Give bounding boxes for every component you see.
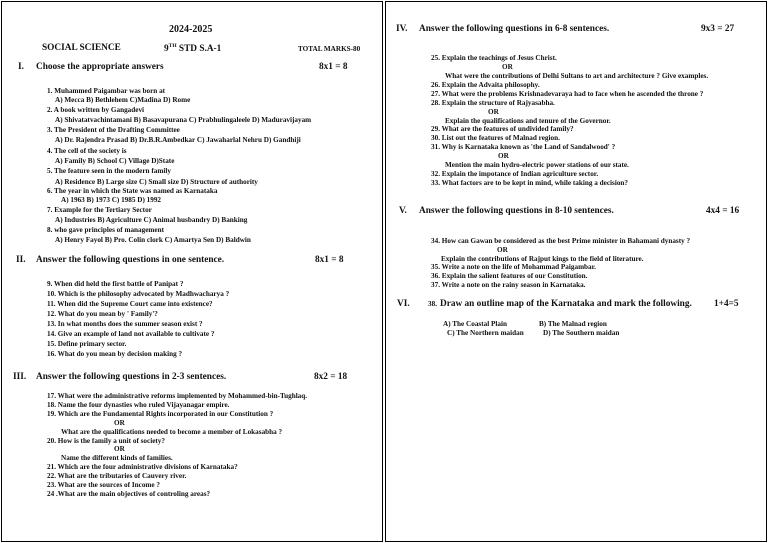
section-5-number: V. [399, 206, 407, 216]
options-line: A) Industries B) Agriculture C) Animal husbandry D) Banking [55, 216, 248, 224]
or-separator: OR [114, 419, 125, 427]
question-line: 28. Explain the structure of Rajyasabha. [431, 99, 555, 107]
question-line: 23. What are the sources of Income ? [47, 481, 160, 489]
map-item: A) The Coastal Plain [443, 320, 507, 328]
section-6-marks: 1+4=5 [714, 299, 739, 309]
question-line: 31. Why is Karnataka known as 'the Land of Sandalwood' ? [431, 143, 616, 151]
section-6-title: Draw an outline map of the Karnataka and mark the following. [440, 299, 692, 309]
question-line: 19. Which are the Fundamental Rights incorporated in our Constitution ? [47, 410, 274, 418]
section-4-marks: 9x3 = 27 [701, 24, 735, 34]
question-line: 20. How is the family a unit of society? [47, 437, 165, 445]
section-1-number: I. [18, 62, 24, 72]
question-line: Explain the contributions of Rajput kings to the field of literature. [441, 255, 644, 263]
section-6-number: VI. [397, 299, 410, 309]
question-line: 16. What do you mean by decision making ? [47, 350, 183, 358]
question-line: 33. What factors are to be kept in mind, while taking a decision? [431, 179, 628, 187]
question-line: 32. Explain the impotance of Indian agriculture sector. [431, 170, 599, 178]
section-3-marks: 8x2 = 18 [314, 372, 348, 382]
options-line: A) Henry Fayol B) Pro. Colin clork C) Amartya Sen D) Baldwin [55, 236, 251, 244]
question-line: 22. What are the tributaries of Cauvery river. [47, 472, 187, 480]
question-line: 15. Define primary sector. [47, 340, 127, 348]
map-item: B) The Malnad region [539, 320, 607, 328]
question-line: 12. What do you mean by ' Family'? [47, 310, 158, 318]
question-line: 17. What were the administrative reforms implemented by Mohammed-bin-Tughlaq. [47, 392, 308, 400]
question-line: 29. What are the features of undivided family? [431, 125, 574, 133]
section-1-title: Choose the appropriate answers [36, 62, 164, 72]
question-line: 26. Explain the Advaita philosophy. [431, 81, 540, 89]
or-separator: OR [502, 63, 513, 71]
question-line: 6. The year in which the State was named as Karnataka [47, 187, 218, 195]
section-6-question-number: 38. [428, 300, 437, 308]
options-line: A) Family B) School C) Village D)State [55, 157, 175, 165]
question-line: 37. Write a note on the rainy season in Karnataka. [431, 281, 586, 289]
options-line: A) Shivatatvachintamani B) Basavapurana C) Prabhulingaleele D) Maduravijayam [55, 116, 312, 124]
question-line: 36. Explain the salient features of our Constitution. [431, 272, 588, 280]
or-separator: OR [488, 108, 499, 116]
section-2-number: II. [16, 255, 26, 265]
section-5-title: Answer the following questions in 8-10 sentences. [419, 206, 614, 216]
section-4-title: Answer the following questions in 6-8 sentences. [419, 24, 610, 34]
section-1-marks: 8x1 = 8 [319, 62, 348, 72]
question-line: 4. The cell of the society is [47, 147, 127, 155]
section-2-marks: 8x1 = 8 [315, 255, 344, 265]
question-line: Name the different kinds of families. [61, 454, 173, 462]
section-4-number: IV. [396, 24, 408, 34]
question-line: 21. Which are the four administrative divisions of Karnataka? [47, 463, 238, 471]
question-line: 2. A book written by Gangadevi [47, 106, 145, 114]
question-line: 13. In what months does the summer season exist ? [47, 320, 203, 328]
question-line: 7. Example for the Tertiary Sector [47, 206, 152, 214]
question-line: 30. List out the features of Malnad region. [431, 134, 560, 142]
map-item: C) The Northern maidan [447, 329, 524, 337]
section-3-title: Answer the following questions in 2-3 sentences. [36, 372, 227, 382]
question-line: 10. Which is the philosophy advocated by Madhwacharya ? [47, 290, 230, 298]
question-line: Explain the qualifications and tenure of the Governor. [445, 117, 611, 125]
or-separator: OR [498, 152, 509, 160]
left-page-border [1, 1, 383, 542]
question-line: 24 .What are the main objectives of controling areas? [47, 490, 211, 498]
options-line: A) Dr. Rajendra Prasad B) Dr.B.R.Ambedkar C) Jawaharlal Nehru D) Gandhiji [55, 136, 301, 144]
section-2-title: Answer the following questions in one sentence. [36, 255, 225, 265]
question-line: 34. How can Gawan be considered as the best Prime minister in Bahamani dynasty ? [431, 237, 691, 245]
class-info: 9TH STD S.A-1 [164, 43, 222, 55]
question-line: 18. Name the four dynasties who ruled Vijayanagar empire. [47, 401, 230, 409]
or-separator: OR [497, 246, 508, 254]
question-line: 1. Muhammed Paigambar was born at [47, 87, 166, 95]
subject-title: SOCIAL SCIENCE [42, 43, 121, 53]
question-line: 9. When did held the first battle of Panipat ? [47, 280, 184, 288]
options-line: A) Residence B) Large size C) Small size D) Structure of authority [55, 178, 258, 186]
question-line: 14. Give an example of land not available to cultivate ? [47, 330, 215, 338]
options-line: A) Mecca B) Bethlehem C)Madina D) Rome [55, 96, 191, 104]
question-line: What are the qualifications needed to become a member of Lokasabha ? [61, 428, 283, 436]
options-line: A) 1963 B) 1973 C) 1985 D) 1992 [61, 196, 162, 204]
or-separator: OR [114, 445, 125, 453]
question-line: 8. who gave principles of management [47, 226, 164, 234]
question-line: 25. Explain the teachings of Jesus Christ. [431, 54, 557, 62]
section-3-number: III. [13, 372, 27, 382]
question-line: What were the contributions of Delhi Sultans to art and architecture ? Give examples. [445, 72, 709, 80]
map-item: D) The Southern maidan [543, 329, 620, 337]
question-line: 3. The President of the Drafting Committee [47, 126, 180, 134]
question-line: 5. The feature seen in the modern family [47, 167, 171, 175]
academic-year: 2024-2025 [169, 24, 213, 35]
question-line: 27. What were the problems Krishnadevaraya had to face when he ascended the throne ? [431, 90, 704, 98]
section-5-marks: 4x4 = 16 [706, 206, 740, 216]
question-line: 11. When did the Supreme Court came into existence? [47, 300, 213, 308]
question-line: 35. Write a note on the life of Mohammad Paigambar. [431, 263, 596, 271]
question-line: Mention the main hydro-electric power stations of our state. [445, 161, 629, 169]
total-marks: TOTAL MARKS-80 [298, 45, 361, 53]
